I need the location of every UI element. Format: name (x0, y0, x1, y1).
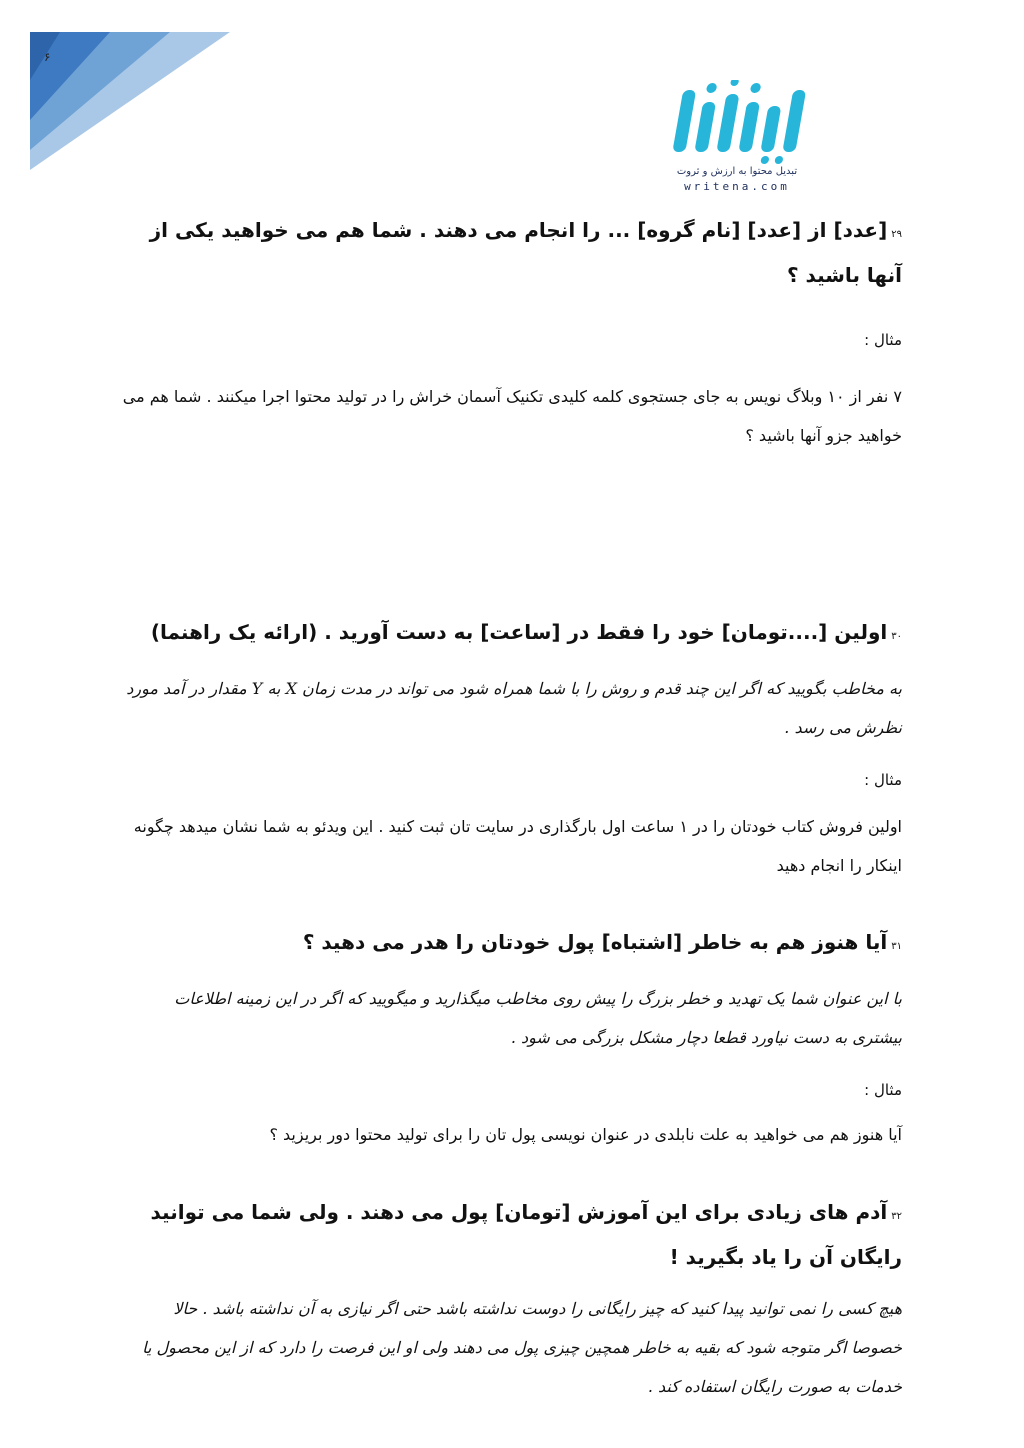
example-label: مثال : (864, 771, 902, 789)
example-text: آیا هنوز هم می خواهید به علت نابلدی در عنوان نویسی پول تان را برای تولید محتوا دور بریزید ؟ (269, 1125, 902, 1144)
document-body (120, 210, 902, 1406)
page-number: ۶ (44, 50, 51, 64)
example-label: مثال : (864, 331, 902, 349)
section-number: ۲۹ (891, 229, 902, 240)
corner-decoration (0, 0, 260, 190)
section-heading: ۳۲آدم های زیادی برای این آموزش [تومان] پول می دهند . ولی شما می توانید رایگان آن را یاد بگیرید ! (150, 1200, 902, 1269)
section-heading: ۳۰اولین [....تومان] خود را فقط در [ساعت] به دست آورید . (ارائه یک راهنما) (150, 620, 902, 644)
section-body: به مخاطب بگویید که اگر این چند قدم و روش را با شما همراه شود می تواند در مدت زمان X به Y مقدار در آمد مورد نظرش می رسد . (126, 679, 902, 737)
section-body: با این عنوان شما یک تهدید و خطر بزرگ را پیش روی مخاطب میگذارید و میگویید که اگر در این زمینه اطلاعات بیشتری به دست نیاورد قطعا دچار مشکل بزرگی می شود . (174, 989, 902, 1047)
example-text: ۷ نفر از ۱۰ وبلاگ نویس به جای جستجوی کلمه کلیدی تکنیک آسمان خراش را در تولید محتوا اجرا میکنند . شما هم می خواهید جزو آنها باشید ؟ (122, 387, 902, 445)
section-number: ۳۲ (891, 1211, 902, 1222)
example-label: مثال : (864, 1081, 902, 1099)
section-body: هیچ کسی را نمی توانید پیدا کنید که چیز رایگانی را دوست نداشته باشد حتی اگر نیازی به آن نداشته باشد . حالا خصوصا اگر متوجه شود که بقیه به خاطر همچین چیزی پول می دهند ولی او این فرصت را دارد که از این محصول یا خدمات به صورت رایگان استفاده کند . (142, 1299, 902, 1396)
section-heading: ۲۹[عدد] از [عدد] [نام گروه] ... را انجام می دهند . شما هم می خواهید یکی از آنها باشید ؟ (149, 218, 902, 287)
logo-tagline: تبدیل محتوا به ارزش و ثروت (676, 166, 798, 177)
section-heading: ۳۱آیا هنوز هم به خاطر [اشتباه] پول خودتان را هدر می دهید ؟ (302, 930, 902, 954)
section-30 (120, 612, 902, 922)
section-number: ۳۰ (891, 631, 902, 642)
section-31 (120, 922, 902, 1192)
section-number: ۳۱ (891, 941, 902, 952)
section-32 (120, 1192, 902, 1406)
example-text: اولین فروش کتاب خودتان را در ۱ ساعت اول بارگذاری در سایت تان ثبت کنید . این ویدئو به شما نشان میدهد چگونه اینکار را انجام دهید (133, 817, 902, 875)
section-29 (120, 210, 902, 620)
logo-url: writena.com (684, 180, 790, 193)
